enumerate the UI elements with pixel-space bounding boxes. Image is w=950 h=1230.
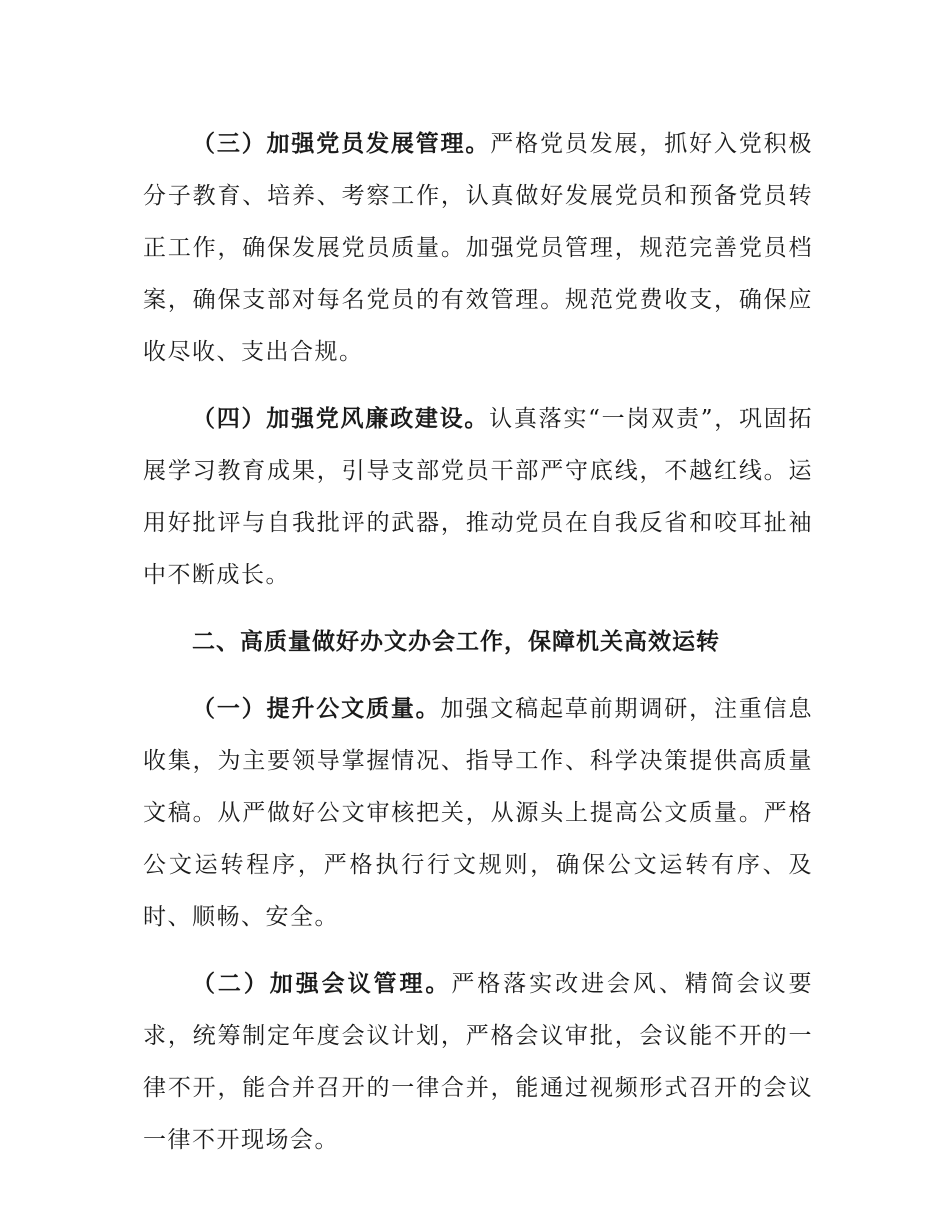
paragraph-lead: （三）加强党员发展管理。 — [192, 131, 491, 157]
document-page — [143, 118, 813, 1166]
paragraph-body: 严格党员发展，抓好入党积极分子教育、培养、考察工作，认真做好发展党员和预备党员转正工作，确保发展党员质量。加强党员管理，规范完善党员档案，确保支部对每名党员的有效管理。规范党费收支，确保应收尽收、支出合规。 — [143, 131, 814, 365]
paragraph-body: 认真落实“一岗双责”，巩固拓展学习教育成果，引导支部党员干部严守底线，不越红线。运用好批评与自我批评的武器，推动党员在自我反省和咬耳扯袖中不断成长。 — [143, 406, 813, 588]
paragraph-document-quality — [143, 683, 813, 943]
paragraph-clean-governance — [143, 393, 813, 601]
section-heading: 二、高质量做好办文办会工作，保障机关高效运转 — [192, 629, 720, 655]
paragraph-body: 严格落实改进会风、精简会议要求，统筹制定年度会议计划，严格会议审批，会议能不开的一律不开，能合并召开的一律合并，能通过视频形式召开的会议一律不开现场会。 — [143, 971, 814, 1153]
paragraph-lead: （二）加强会议管理。 — [192, 971, 452, 997]
paragraph-lead: （四）加强党风廉政建设。 — [192, 406, 490, 432]
paragraph-meeting-management — [143, 958, 813, 1166]
paragraph-body: 加强文稿起草前期调研，注重信息收集，为主要领导掌握情况、指导工作、科学决策提供高质量文稿。从严做好公文审核把关，从源头上提高公文质量。严格公文运转程序，严格执行行文规则，确保公文运转有序、及时、顺畅、安全。 — [143, 696, 814, 930]
paragraph-party-member-development — [143, 118, 813, 378]
paragraph-lead: （一）提升公文质量。 — [192, 696, 441, 722]
